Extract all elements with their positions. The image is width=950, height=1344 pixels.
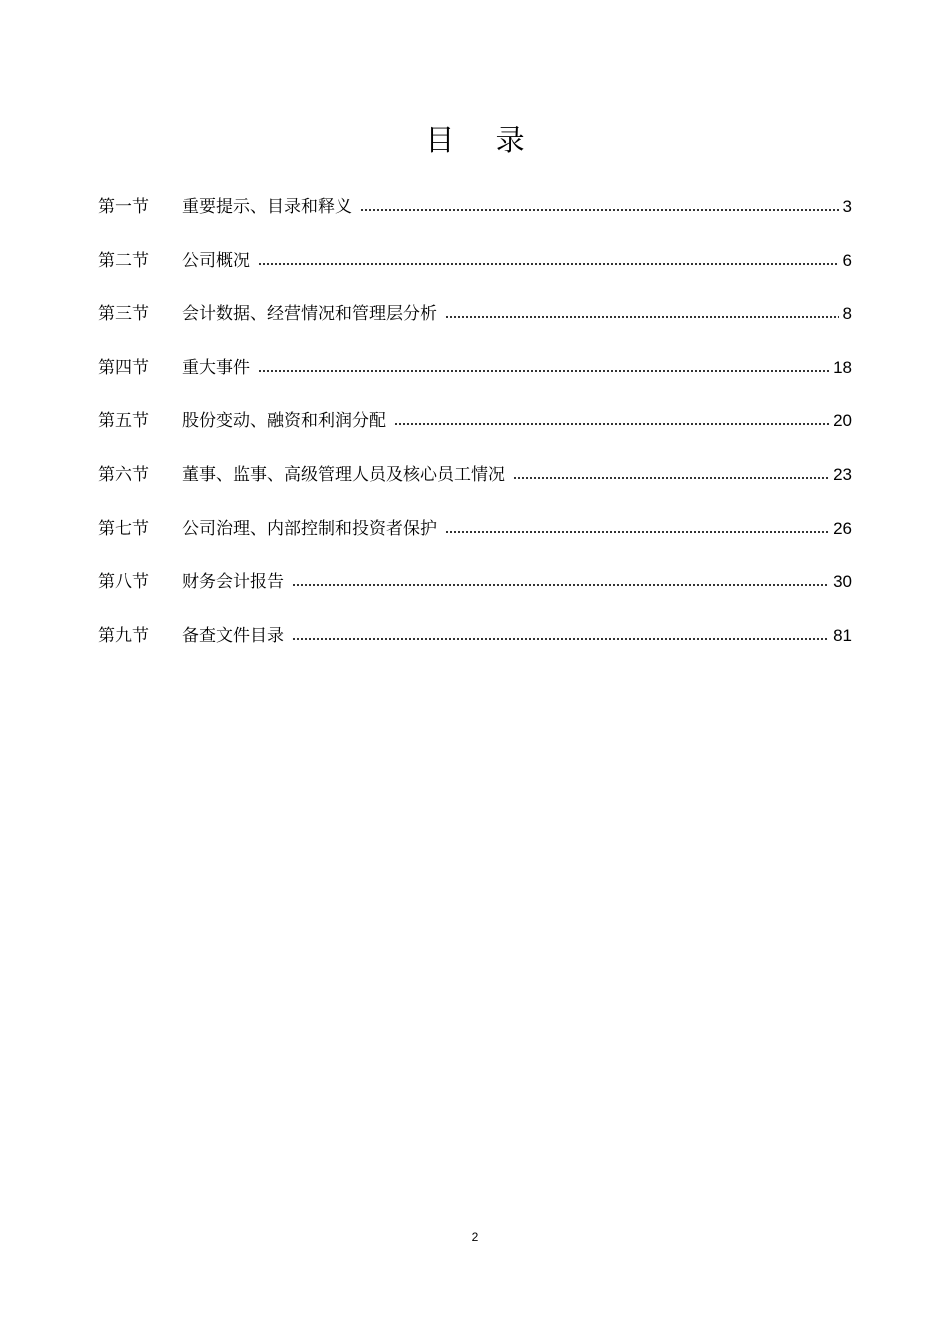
toc-section-number: 第四节 <box>98 357 149 378</box>
dot-leader <box>513 477 829 479</box>
toc-section-number: 第二节 <box>98 250 149 271</box>
toc-page-number: 26 <box>833 518 852 538</box>
toc-entry[interactable] <box>98 568 852 622</box>
toc-heading: 会计数据、经营情况和管理层分析 <box>182 304 437 325</box>
toc-page-number: 23 <box>833 464 852 484</box>
toc-section-number: 第六节 <box>98 464 149 485</box>
toc-entry[interactable] <box>98 247 852 301</box>
toc-page-number: 30 <box>833 572 852 592</box>
toc-page-number: 20 <box>833 411 852 431</box>
toc-heading: 股份变动、融资和利润分配 <box>182 411 386 432</box>
toc-entry[interactable] <box>98 300 852 354</box>
toc-section-number: 第五节 <box>98 411 149 432</box>
dot-leader <box>258 370 829 372</box>
toc-heading: 重大事件 <box>182 357 250 378</box>
toc-heading: 重要提示、目录和释义 <box>182 197 352 217</box>
page-title: 目 录 <box>425 123 541 157</box>
table-of-contents <box>98 193 852 675</box>
toc-section-number: 第七节 <box>98 518 149 539</box>
toc-heading: 董事、监事、高级管理人员及核心员工情况 <box>182 464 505 485</box>
toc-entry[interactable] <box>98 193 852 247</box>
toc-heading: 备查文件目录 <box>182 625 284 646</box>
toc-page-number: 3 <box>842 197 852 216</box>
toc-entry[interactable] <box>98 407 852 461</box>
toc-entry[interactable] <box>98 515 852 569</box>
dot-leader <box>394 423 829 425</box>
toc-page-number: 8 <box>842 304 852 324</box>
toc-heading: 财务会计报告 <box>182 572 284 593</box>
toc-entry[interactable] <box>98 354 852 408</box>
toc-section-number: 第八节 <box>98 572 149 593</box>
dot-leader <box>292 584 829 586</box>
dot-leader <box>445 531 829 533</box>
toc-section-number: 第九节 <box>98 625 149 646</box>
toc-heading: 公司概况 <box>182 250 250 271</box>
dot-leader <box>445 316 839 318</box>
toc-heading: 公司治理、内部控制和投资者保护 <box>182 518 437 539</box>
toc-section-number: 第三节 <box>98 304 149 325</box>
toc-entry[interactable] <box>98 461 852 515</box>
toc-section-number: 第一节 <box>98 197 149 217</box>
dot-leader <box>292 638 829 640</box>
toc-entry[interactable] <box>98 622 852 676</box>
page-number: 2 <box>471 1230 479 1244</box>
dot-leader <box>360 209 839 211</box>
toc-page-number: 81 <box>833 625 852 645</box>
toc-page-number: 6 <box>842 250 852 270</box>
toc-page-number: 18 <box>833 357 852 377</box>
dot-leader <box>258 263 839 265</box>
